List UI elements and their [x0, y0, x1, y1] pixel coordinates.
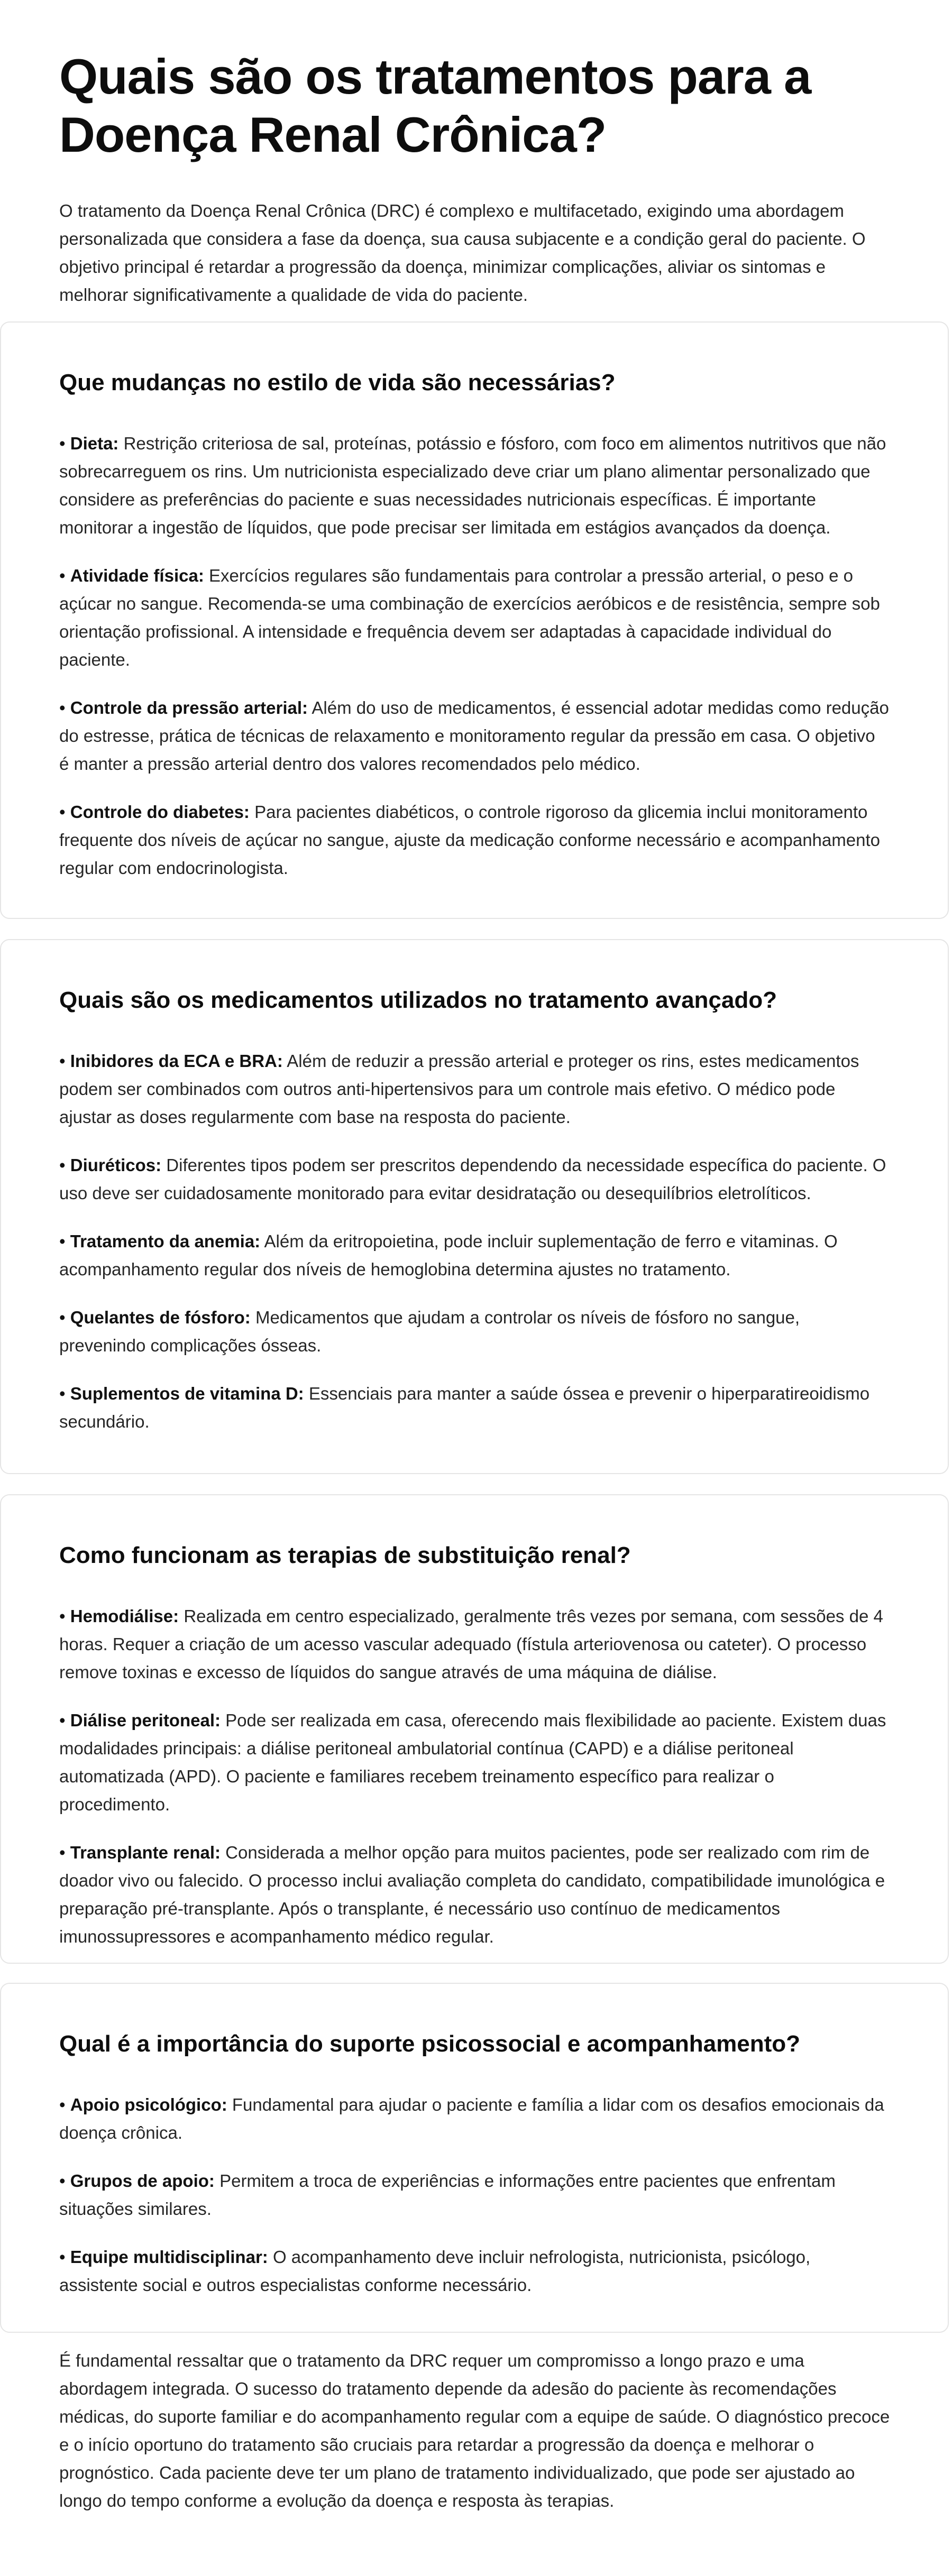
section-list	[59, 429, 890, 882]
list-item	[59, 1838, 890, 1951]
closing-paragraph: É fundamental ressaltar que o tratamento da DRC requer um compromisso a longo prazo e uma abordagem integrada. O sucesso do tratamento depende da adesão do paciente às recomendações médicas, do suporte familiar e do acompanhamento regular com a equipe de saúde. O diagnóstico precoce e o início oportuno do tratamento são cruciais para retardar a progressão da doença e melhorar o prognóstico. Cada paciente deve ter um plano de tratamento individualizado, que pode ser ajustado ao longo do tempo conforme a evolução da doença e resposta às terapias.	[59, 2351, 890, 2510]
item-term: Hemodiálise:	[70, 1606, 179, 1626]
item-text: Pode ser realizada em casa, oferecendo mais flexibilidade ao paciente. Existem duas modalidades principais: a diálise peritoneal ambulatorial contínua (CAPD) e a diálise peritoneal automatizada (APD). O paciente e familiares recebem treinamento específico para realizar o procedimento.	[59, 1710, 886, 1814]
bullet-icon: •	[59, 434, 66, 453]
item-term: Tratamento da anemia:	[70, 1231, 261, 1251]
bullet-icon: •	[59, 1155, 66, 1175]
item-term: Diálise peritoneal:	[70, 1710, 221, 1730]
list-item	[59, 2167, 890, 2223]
list-item	[59, 1303, 890, 1359]
bullet-icon: •	[59, 1843, 66, 1862]
bullet-icon: •	[59, 566, 66, 585]
bullet-icon: •	[59, 1606, 66, 1626]
bullet-icon: •	[59, 2247, 66, 2267]
list-item	[59, 429, 890, 541]
list-item	[59, 1227, 890, 1283]
item-text: Fundamental para ajudar o paciente e família a lidar com os desafios emocionais da doença crônica.	[59, 2095, 884, 2142]
item-text: Além da eritropoietina, pode incluir suplementação de ferro e vitaminas. O acompanhamento regular dos níveis de hemoglobina determina ajustes no tratamento.	[59, 1231, 838, 1279]
item-term: Inibidores da ECA e BRA:	[70, 1051, 283, 1071]
item-term: Quelantes de fósforo:	[70, 1308, 251, 1327]
item-term: Transplante renal:	[70, 1843, 221, 1862]
item-term: Grupos de apoio:	[70, 2171, 215, 2191]
bullet-icon: •	[59, 1231, 66, 1251]
section-heading: Qual é a importância do suporte psicossocial e acompanhamento?	[59, 2031, 801, 2057]
item-term: Diuréticos:	[70, 1155, 162, 1175]
list-item	[59, 798, 890, 882]
list-item	[59, 1379, 890, 1436]
item-text: Considerada a melhor opção para muitos pacientes, pode ser realizado com rim de doador vivo ou falecido. O processo inclui avaliação completa do candidato, compatibilidade imunológica e preparação pré-transplante. Após o transplante, é necessário uso contínuo de medicamentos imunossupressores e acompanhamento médico regular.	[59, 1843, 885, 1946]
item-text: Exercícios regulares são fundamentais para controlar a pressão arterial, o peso e o açúcar no sangue. Recomenda-se uma combinação de exercícios aeróbicos e de resistência, sempre sob orientação profissional. A intensidade e frequência devem ser adaptadas à capacidade individual do paciente.	[59, 566, 880, 669]
section-heading: Quais são os medicamentos utilizados no tratamento avançado?	[59, 987, 777, 1013]
item-term: Suplementos de vitamina D:	[70, 1384, 304, 1403]
bullet-icon: •	[59, 1308, 66, 1327]
section-heading: Que mudanças no estilo de vida são necessárias?	[59, 370, 616, 395]
bullet-icon: •	[59, 1384, 66, 1403]
section-card-lifestyle	[0, 321, 949, 919]
item-text: Para pacientes diabéticos, o controle rigoroso da glicemia inclui monitoramento frequente dos níveis de açúcar no sangue, ajuste da medicação conforme necessário e acompanhamento regular com endocrinologista.	[59, 802, 880, 878]
list-item	[59, 1602, 890, 1686]
bullet-icon: •	[59, 802, 66, 822]
list-item	[59, 2091, 890, 2147]
list-item	[59, 2243, 890, 2299]
section-heading: Como funcionam as terapias de substituição renal?	[59, 1542, 631, 1568]
item-text: Essenciais para manter a saúde óssea e prevenir o hiperparatireoidismo secundário.	[59, 1384, 870, 1431]
list-item	[59, 1706, 890, 1818]
list-item	[59, 694, 890, 778]
intro-paragraph: O tratamento da Doença Renal Crônica (DRC) é complexo e multifacetado, exigindo uma abordagem personalizada que considera a fase da doença, sua causa subjacente e a condição geral do paciente. O objetivo principal é retardar a progressão da doença, minimizar complicações, aliviar os sintomas e melhorar significativamente a qualidade de vida do paciente.	[59, 201, 866, 305]
section-card-psychosocial	[0, 1983, 949, 2333]
item-term: Controle do diabetes:	[70, 802, 250, 822]
item-text: O acompanhamento deve incluir nefrologista, nutricionista, psicólogo, assistente social e outros especialistas conforme necessário.	[59, 2247, 811, 2295]
bullet-icon: •	[59, 2171, 66, 2191]
item-text: Permitem a troca de experiências e informações entre pacientes que enfrentam situações similares.	[59, 2171, 836, 2219]
item-term: Apoio psicológico:	[70, 2095, 227, 2114]
item-term: Controle da pressão arterial:	[70, 698, 308, 717]
article-header	[0, 0, 952, 309]
page-title: Quais são os tratamentos para a Doença Renal Crônica?	[59, 49, 811, 162]
list-item	[59, 1047, 890, 1131]
bullet-icon: •	[59, 698, 66, 717]
section-card-medications	[0, 939, 949, 1474]
bullet-icon: •	[59, 2095, 66, 2114]
item-term: Equipe multidisciplinar:	[70, 2247, 268, 2267]
list-item	[59, 562, 890, 674]
item-text: Restrição criteriosa de sal, proteínas, potássio e fósforo, com foco em alimentos nutritivos que não sobrecarreguem os rins. Um nutricionista especializado deve criar um plano alimentar personalizado que considere as preferências do paciente e suas necessidades nutricionais específicas. É importante monitorar a ingestão de líquidos, que pode precisar ser limitada em estágios avançados da doença.	[59, 434, 886, 537]
list-item	[59, 1151, 890, 1207]
item-text: Diferentes tipos podem ser prescritos dependendo da necessidade específica do paciente. O uso deve ser cuidadosamente monitorado para evitar desidratação ou desequilíbrios eletrolíticos.	[59, 1155, 886, 1203]
item-text: Medicamentos que ajudam a controlar os níveis de fósforo no sangue, prevenindo complicações ósseas.	[59, 1308, 800, 1355]
item-term: Dieta:	[70, 434, 119, 453]
section-list	[59, 2091, 890, 2299]
section-list	[59, 1602, 890, 1951]
item-text: Além de reduzir a pressão arterial e proteger os rins, estes medicamentos podem ser combinados com outros anti-hipertensivos para um controle mais efetivo. O médico pode ajustar as doses regularmente com base na resposta do paciente.	[59, 1051, 859, 1127]
section-card-renal-replacement	[0, 1494, 949, 1964]
item-term: Atividade física:	[70, 566, 204, 585]
item-text: Além do uso de medicamentos, é essencial adotar medidas como redução do estresse, prática de técnicas de relaxamento e monitoramento regular da pressão em casa. O objetivo é manter a pressão arterial dentro dos valores recomendados pelo médico.	[59, 698, 889, 774]
bullet-icon: •	[59, 1051, 66, 1071]
section-list	[59, 1047, 890, 1436]
item-text: Realizada em centro especializado, geralmente três vezes por semana, com sessões de 4 horas. Requer a criação de um acesso vascular adequado (fístula arteriovenosa ou cateter). O processo remove toxinas e excesso de líquidos do sangue através de uma máquina de diálise.	[59, 1606, 883, 1682]
bullet-icon: •	[59, 1710, 66, 1730]
